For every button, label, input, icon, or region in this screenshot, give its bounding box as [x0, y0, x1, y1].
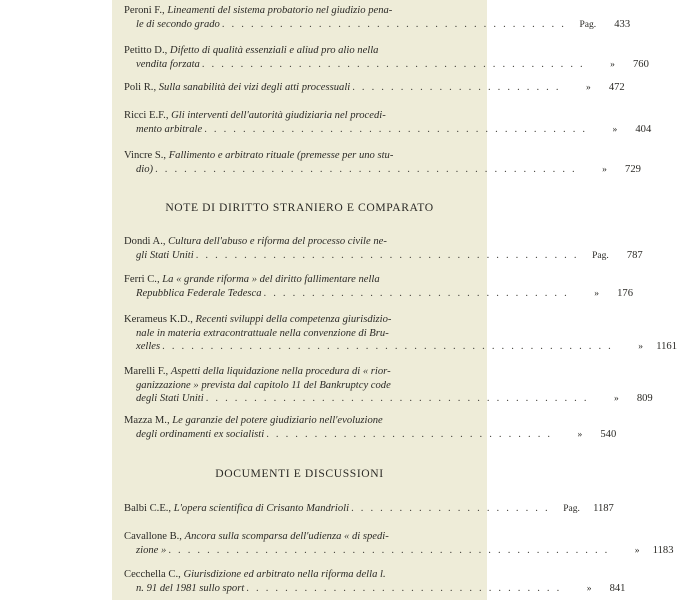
- entry-page-number: 787: [626, 249, 643, 261]
- entry-author: Poli R.,: [124, 82, 157, 93]
- entry-title-cont: gli Stati Uniti: [136, 249, 194, 261]
- index-entry: [124, 44, 649, 72]
- entry-page-number: 176: [617, 287, 633, 299]
- entry-page-number: 472: [608, 82, 625, 93]
- entry-title: Difetto di qualità essenziali e aliud pro alio nella: [169, 45, 379, 56]
- entry-author: Petitto D.,: [124, 45, 168, 56]
- entry-title: Sulla sanabilità dei vizi degli atti processuali: [158, 82, 351, 93]
- index-entry: [124, 502, 614, 517]
- entry-title-cont: degli Stati Uniti: [136, 393, 204, 404]
- entry-marker: »: [586, 583, 592, 594]
- entry-author: Balbi C.E.,: [124, 503, 172, 514]
- entry-title-cont: zione »: [136, 544, 167, 556]
- index-entry: [124, 365, 653, 407]
- entry-page-number: 729: [625, 163, 641, 175]
- entry-author: Mazza M.,: [124, 415, 170, 426]
- entry-page-number: 1183: [652, 544, 674, 556]
- entry-title: Recenti sviluppi della competenza giurisdizio-: [195, 314, 392, 325]
- entry-title: Cultura dell'abuso e riforma del processo civile ne-: [168, 236, 387, 247]
- entry-author: Cavallone B.,: [124, 531, 182, 542]
- dot-leader: . . . . . . . . . . . . . . . . . . . . . . . . . . . . . . . . . . . . . . . . . . . . . .: [168, 544, 610, 556]
- dot-leader: . . . . . . . . . . . . . . . . . . . . . . . . . . . . . . . . . . . . . . . .: [201, 58, 585, 70]
- index-entry: [124, 4, 631, 32]
- entry-page-number: 841: [609, 582, 626, 594]
- entry-title-cont: degli ordinamenti ex socialisti: [136, 428, 265, 440]
- entry-marker: »: [602, 164, 607, 175]
- entry-author: Vincre S.,: [124, 150, 167, 161]
- entry-author: Cecchella C.,: [124, 569, 181, 580]
- dot-leader: . . . . . . . . . . . . . . . . . . . . . . . . . . . . . . . . . . . . . . . . . . . .: [155, 163, 577, 175]
- dot-leader: . . . . . . . . . . . . . . . . . . . . . . . . . . . . . . . . .: [246, 582, 562, 594]
- entry-author: Ferri C.,: [124, 274, 160, 285]
- dot-leader: . . . . . . . . . . . . . . . . . . . . . . . . . . . . . .: [266, 428, 553, 440]
- index-entry: [124, 313, 677, 355]
- entry-page-number: 760: [633, 58, 649, 70]
- entry-marker: Pag.: [563, 504, 580, 514]
- index-entry: [124, 149, 641, 177]
- entry-author: Ricci E.F.,: [124, 110, 169, 121]
- entry-title: Giurisdizione ed arbitrato nella riforma della l.: [183, 569, 386, 580]
- entry-title: La « grande riforma » del diritto fallimentare nella: [162, 274, 380, 285]
- entry-marker: »: [585, 83, 591, 93]
- entry-author: Dondi A.,: [124, 236, 166, 247]
- index-entry: [124, 235, 643, 263]
- entry-page-number: 1187: [593, 503, 614, 514]
- dot-leader: . . . . . . . . . . . . . . . . . . . . .: [351, 503, 550, 514]
- entry-title: Gli interventi dell'autorità giudiziaria nel procedi-: [171, 110, 386, 121]
- index-entry: [124, 530, 674, 558]
- entry-title: Ancora sulla scomparsa dell'udienza « di spedi-: [184, 531, 389, 542]
- entry-author: Marelli F.,: [124, 366, 169, 377]
- entry-marker: Pag.: [592, 250, 609, 261]
- entry-title-cont: vendita forzata: [136, 58, 200, 70]
- dot-leader: . . . . . . . . . . . . . . . . . . . . . . . . . . . . . . . . . . . . . . . . . . . . . . .: [162, 341, 614, 352]
- index-entry: [124, 414, 617, 442]
- entry-title: L'opera scientifica di Crisanto Mandrioli: [173, 503, 350, 514]
- entry-author: Peroni F.,: [124, 5, 165, 16]
- index-entry: [124, 109, 652, 137]
- entry-title-cont: le di secondo grado: [136, 18, 220, 30]
- entry-title-cont: nale in materia extracontrattuale nella convenzione di Bru-: [136, 327, 389, 339]
- entry-marker: »: [638, 342, 644, 352]
- dot-leader: . . . . . . . . . . . . . . . . . . . . . . . . . . . . . . . .: [263, 287, 569, 299]
- dot-leader: . . . . . . . . . . . . . . . . . . . . . . . . . . . . . . . . . . . . . . . .: [205, 393, 589, 404]
- entry-marker: »: [610, 59, 615, 70]
- dot-leader: . . . . . . . . . . . . . . . . . . . . . . . . . . . . . . . . . . . .: [221, 18, 567, 30]
- entry-title: Aspetti della liquidazione nella procedura di « rior-: [170, 366, 391, 377]
- entry-page-number: 433: [614, 18, 631, 30]
- index-entry: [124, 568, 626, 596]
- index-page: [112, 0, 677, 600]
- entry-title-cont: n. 91 del 1981 sullo sport: [136, 582, 245, 594]
- section-heading: DOCUMENTI E DISCUSSIONI: [215, 467, 384, 480]
- entry-author: Kerameus K.D.,: [124, 314, 193, 325]
- entry-marker: »: [594, 288, 599, 299]
- entry-title: Le garanzie del potere giudiziario nell'evoluzione: [172, 415, 383, 426]
- entry-marker: »: [612, 124, 618, 135]
- entry-page-number: 404: [635, 123, 652, 135]
- entry-title: Lineamenti del sistema probatorio nel giudizio pena-: [167, 5, 393, 16]
- index-entry: [124, 273, 633, 301]
- entry-title-cont: Repubblica Federale Tedesca: [136, 287, 262, 299]
- entry-title-cont: mento arbitrale: [136, 123, 203, 135]
- entry-title-cont: ganizzazione » prevista dal capitolo 11 del Bankruptcy code: [136, 379, 391, 391]
- entry-marker: Pag.: [579, 19, 597, 30]
- entry-marker: »: [613, 394, 619, 404]
- dot-leader: . . . . . . . . . . . . . . . . . . . . . .: [352, 82, 561, 93]
- dot-leader: . . . . . . . . . . . . . . . . . . . . . . . . . . . . . . . . . . . . . . . .: [195, 249, 579, 261]
- entry-page-number: 809: [636, 393, 653, 404]
- section-heading: NOTE DI DIRITTO STRANIERO E COMPARATO: [165, 201, 434, 214]
- entry-page-number: 1161: [656, 341, 677, 352]
- entry-marker: »: [577, 429, 583, 440]
- entry-marker: »: [634, 545, 640, 556]
- entry-page-number: 540: [600, 428, 617, 440]
- dot-leader: . . . . . . . . . . . . . . . . . . . . . . . . . . . . . . . . . . . . . . . .: [204, 123, 588, 135]
- entry-title-cont: xelles: [136, 341, 161, 352]
- entry-title-cont: dio): [136, 163, 154, 175]
- entry-title: Fallimento e arbitrato rituale (premesse per uno stu-: [168, 150, 394, 161]
- index-entry: [124, 81, 625, 96]
